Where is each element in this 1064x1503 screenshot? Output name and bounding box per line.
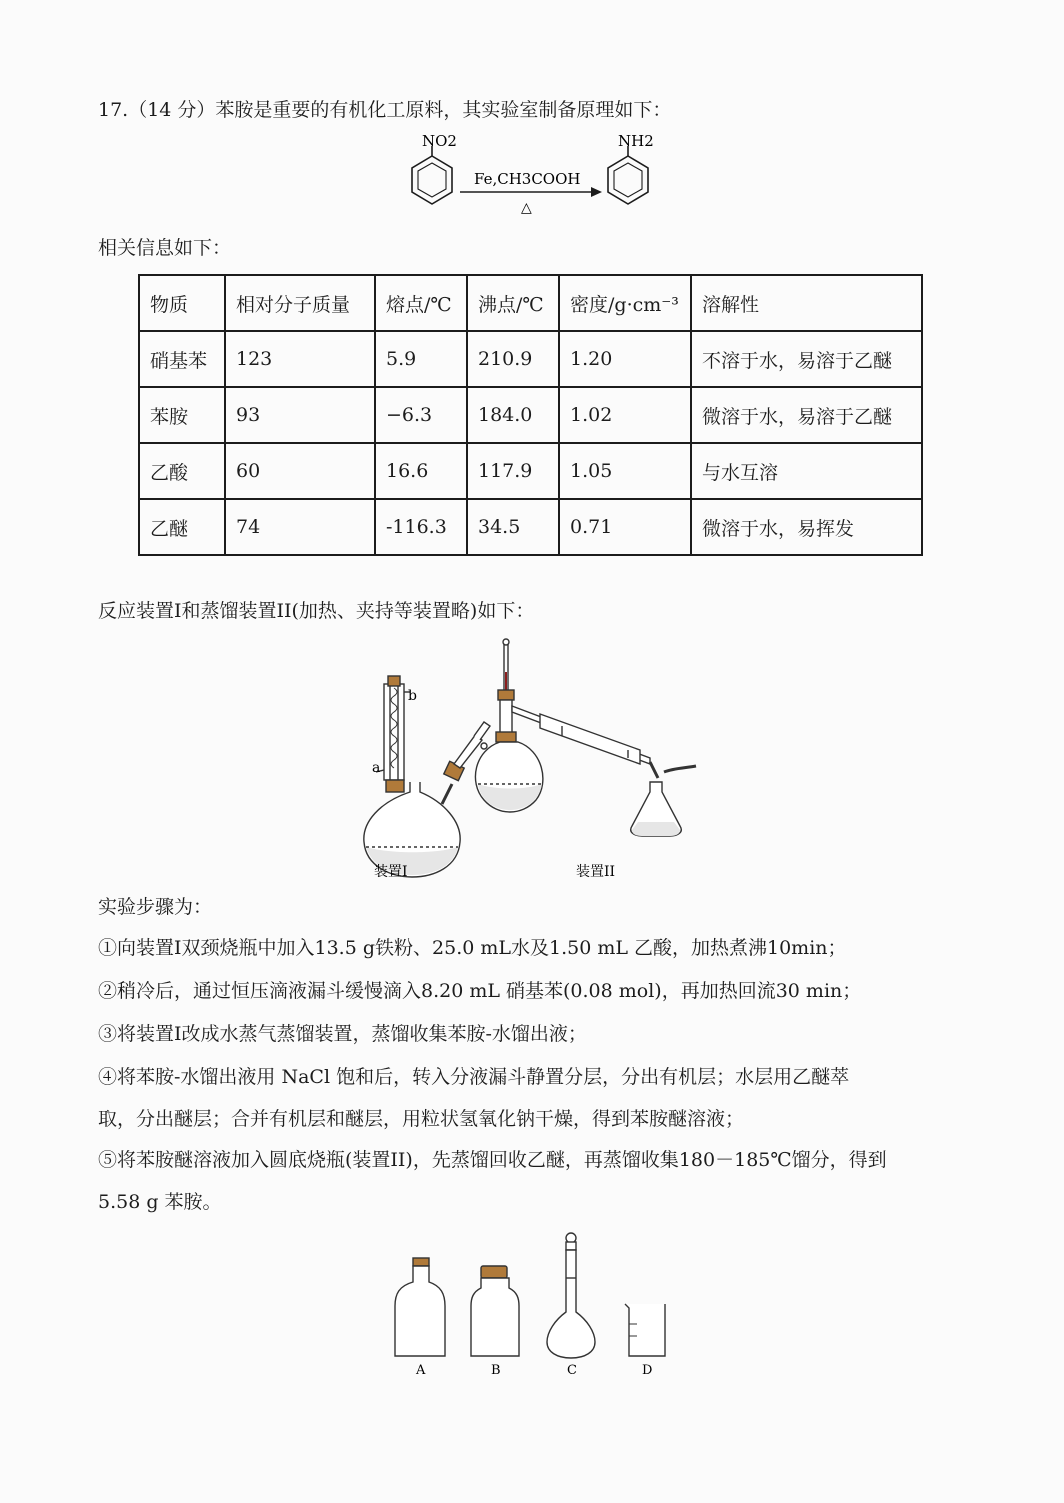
label-a: a (372, 760, 381, 776)
table-cell: 1.20 (559, 331, 691, 387)
table-cell: 123 (225, 331, 375, 387)
table-row (139, 331, 922, 387)
step-4-line-1: ④将苯胺-水馏出液用 NaCl 饱和后，转入分液漏斗静置分层，分出有机层；水层用乙醚萃 (98, 1066, 850, 1088)
table-row (139, 387, 922, 443)
label-d-glass: D (642, 1363, 653, 1378)
table-cell: 1.02 (559, 387, 691, 443)
table-cell: 1.05 (559, 443, 691, 499)
apparatus-1 (364, 676, 490, 877)
product-group: NH2 (618, 134, 654, 150)
label-c-glass: C (567, 1363, 577, 1378)
table-cell: 16.6 (375, 443, 467, 499)
reaction-reagents: Fe,CH3COOH (474, 170, 581, 188)
properties-table (138, 274, 923, 556)
step-2: ②稍冷后，通过恒压滴液漏斗缓慢滴入8.20 mL 硝基苯(0.08 mol)，再加热回流30 min； (98, 980, 862, 1002)
table-header-row (139, 275, 922, 331)
reactant-group: NO2 (422, 134, 457, 150)
table-cell: −6.3 (375, 387, 467, 443)
table-row (139, 499, 922, 555)
nitrobenzene-ring (412, 146, 452, 204)
apparatus-diagram (350, 632, 710, 882)
table-cell: 117.9 (467, 443, 559, 499)
step-5-line-2: 5.58 g 苯胺。 (98, 1191, 222, 1213)
table-cell: 74 (225, 499, 375, 555)
table-cell: 乙醚 (139, 499, 225, 555)
volumetric-flask-c (547, 1233, 595, 1358)
label-b: b (408, 688, 417, 704)
table-cell: 184.0 (467, 387, 559, 443)
table-cell: 硝基苯 (139, 331, 225, 387)
apparatus-2 (475, 639, 696, 836)
glassware-options (385, 1228, 685, 1378)
reaction-scheme (396, 134, 666, 224)
caption-apparatus-1: 装置I (374, 864, 408, 880)
apparatus-title: 反应装置I和蒸馏装置II(加热、夹持等装置略)如下： (98, 600, 535, 622)
header-cell: 密度/g·cm⁻³ (559, 275, 691, 331)
bottle-b (471, 1266, 519, 1356)
steps-title: 实验步骤为： (98, 896, 213, 918)
question-header: 17.（14 分）苯胺是重要的有机化工原料，其实验室制备原理如下： (98, 99, 672, 121)
aniline-ring (608, 146, 648, 204)
beaker-d (625, 1304, 665, 1356)
step-4-line-2: 取，分出醚层；合并有机层和醚层，用粒状氢氧化钠干燥，得到苯胺醚溶液； (98, 1108, 745, 1130)
table-cell: 苯胺 (139, 387, 225, 443)
table-cell: 34.5 (467, 499, 559, 555)
step-5-line-1: ⑤将苯胺醚溶液加入圆底烧瓶(装置II)，先蒸馏回收乙醚，再蒸馏收集180－185℃馏分，得到 (98, 1149, 887, 1171)
table-row (139, 443, 922, 499)
header-cell: 相对分子质量 (225, 275, 375, 331)
table-cell: 与水互溶 (691, 443, 922, 499)
table-cell: 微溶于水，易挥发 (691, 499, 922, 555)
table-cell: -116.3 (375, 499, 467, 555)
label-b-glass: B (491, 1363, 501, 1378)
arrow-head (591, 187, 602, 197)
table-cell: 0.71 (559, 499, 691, 555)
table-cell: 60 (225, 443, 375, 499)
step-1: ①向装置I双颈烧瓶中加入13.5 g铁粉、25.0 mL水及1.50 mL 乙酸，加热煮沸10min； (98, 937, 847, 959)
caption-apparatus-2: 装置II (576, 864, 616, 880)
table-cell: 微溶于水，易溶于乙醚 (691, 387, 922, 443)
table-cell: 5.9 (375, 331, 467, 387)
label-a-glass: A (416, 1363, 426, 1378)
header-cell: 沸点/℃ (467, 275, 559, 331)
reaction-condition: △ (521, 200, 532, 216)
bottle-a (395, 1258, 445, 1356)
header-cell: 物质 (139, 275, 225, 331)
table-cell: 乙酸 (139, 443, 225, 499)
table-cell: 不溶于水，易溶于乙醚 (691, 331, 922, 387)
header-cell: 溶解性 (691, 275, 922, 331)
step-3: ③将装置I改成水蒸气蒸馏装置，蒸馏收集苯胺-水馏出液； (98, 1023, 587, 1045)
table-cell: 93 (225, 387, 375, 443)
table-cell: 210.9 (467, 331, 559, 387)
header-cell: 熔点/℃ (375, 275, 467, 331)
info-title: 相关信息如下： (98, 237, 232, 259)
